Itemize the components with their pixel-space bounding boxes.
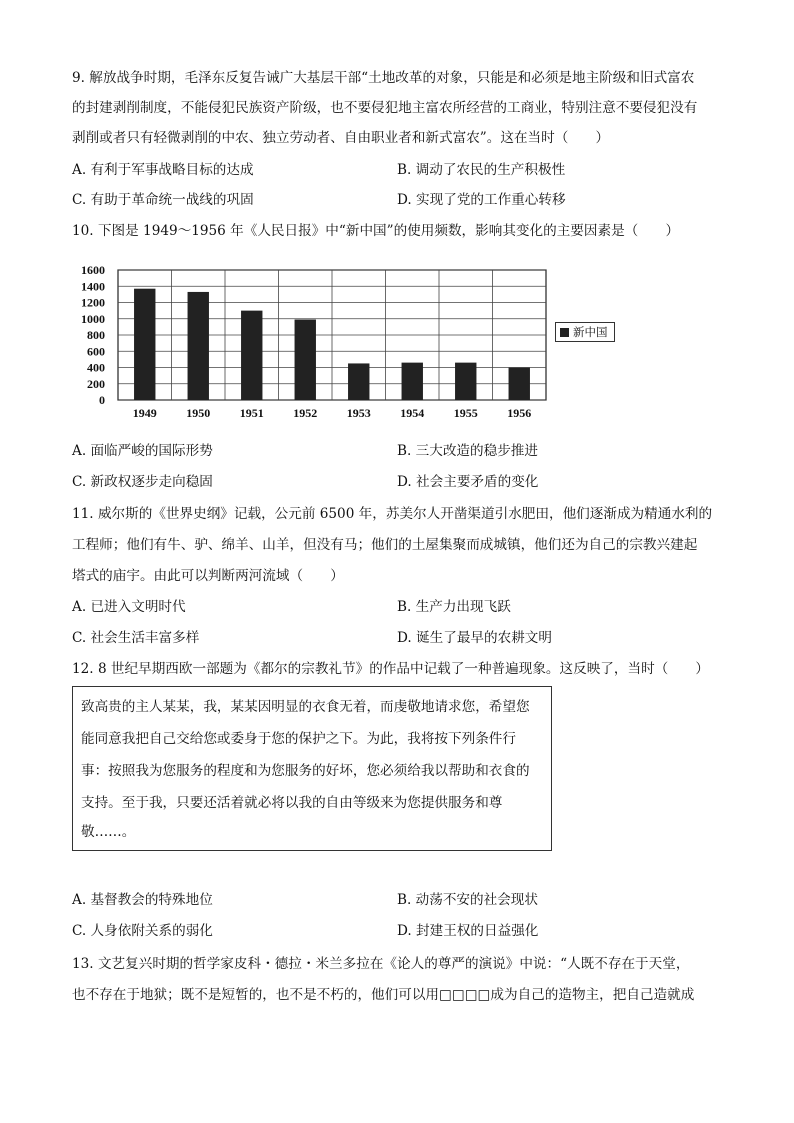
usage-frequency-bar-chart — [74, 262, 624, 422]
q9-stem-line-1: 9. 解放战争时期，毛泽东反复告诫广大基层干部“土地改革的对象，只能是和必须是地主阶级和旧式富农 — [72, 70, 695, 86]
y-tick-label: 400 — [87, 360, 105, 375]
q12-source-quote-box — [72, 686, 552, 851]
legend-swatch — [560, 328, 569, 337]
q9-option-c: C. 有助于革命统一战线的巩固 — [72, 192, 254, 208]
bar-1954 — [402, 363, 423, 400]
bar-1955 — [455, 363, 476, 400]
q10-option-b: B. 三大改造的稳步推进 — [397, 443, 538, 459]
q11-option-b: B. 生产力出现飞跃 — [397, 599, 511, 615]
bar-1951 — [241, 311, 262, 400]
y-tick-label: 0 — [99, 393, 105, 407]
q11-stem-line-1: 11. 威尔斯的《世界史纲》记载，公元前 6500 年，苏美尔人开凿渠道引水肥田，他们逐渐成为精通水利的 — [72, 506, 713, 522]
chart-legend — [555, 322, 615, 342]
legend-label: 新中国 — [573, 325, 608, 339]
q11-option-c: C. 社会生活丰富多样 — [72, 630, 200, 646]
quote-line-4: 支持。至于我，只要还活着就必将以我的自由等级来为您提供服务和尊 — [81, 795, 503, 811]
y-tick-label: 1000 — [81, 311, 105, 326]
q12-option-a: A. 基督教会的特殊地位 — [72, 892, 213, 908]
q9-option-d: D. 实现了党的工作重心转移 — [397, 192, 566, 208]
q10-option-c: C. 新政权逐步走向稳固 — [72, 474, 213, 490]
q9-stem-line-2: 的封建剥削制度，不能侵犯民族资产阶级，也不要侵犯地主富农所经营的工商业，特别注意不要侵犯没有 — [72, 100, 698, 116]
y-tick-label: 200 — [87, 376, 105, 391]
x-tick-label: 1951 — [239, 406, 264, 420]
quote-line-1: 致高贵的主人某某，我，某某因明显的衣食无着，而虔敬地请求您，希望您 — [81, 699, 530, 715]
bar-1949 — [134, 289, 155, 400]
quote-line-5: 敬……。 — [81, 824, 136, 840]
q12-stem: 12. 8 世纪早期西欧一部题为《都尔的宗教礼节》的作品中记载了一种普遍现象。这反映了，当时（ ） — [72, 661, 710, 677]
bar-1956 — [509, 368, 530, 401]
q12-option-c: C. 人身依附关系的弱化 — [72, 923, 213, 939]
x-tick-label: 1956 — [507, 406, 532, 420]
q11-option-a: A. 已进入文明时代 — [72, 599, 186, 615]
q13-stem-line-1: 13. 文艺复兴时期的哲学家皮科・德拉・米兰多拉在《论人的尊严的演说》中说：“人既不存在于天堂， — [72, 956, 690, 972]
y-tick-label: 600 — [87, 344, 105, 359]
q13-stem-line-2: 也不存在于地狱；既不是短暂的，也不是不朽的，他们可以用□□□□成为自己的造物主，把自己造就成 — [72, 987, 695, 1003]
y-tick-label: 1400 — [81, 279, 105, 294]
q9-stem-line-3: 剥削或者只有轻微剥削的中农、独立劳动者、自由职业者和新式富农”。这在当时（ ） — [72, 130, 610, 146]
quote-line-2: 能同意我把自己交给您或委身于您的保护之下。为此，我将按下列条件行 — [81, 731, 516, 747]
q12-option-d: D. 封建王权的日益强化 — [397, 923, 539, 939]
quote-line-3: 事：按照我为您服务的程度和为您服务的好坏，您必须给我以帮助和衣食的 — [81, 763, 530, 779]
x-tick-label: 1954 — [400, 406, 425, 420]
q11-option-d: D. 诞生了最早的农耕文明 — [397, 630, 552, 646]
bar-1950 — [188, 292, 209, 400]
bar-1953 — [348, 363, 369, 400]
q10-option-a: A. 面临严峻的国际形势 — [72, 443, 213, 459]
y-tick-label: 800 — [87, 328, 105, 342]
y-tick-label: 1200 — [81, 295, 105, 310]
q12-option-b: B. 动荡不安的社会现状 — [397, 892, 538, 908]
q11-stem-line-2: 工程师；他们有牛、驴、绵羊、山羊，但没有马；他们的土屋集聚而成城镇，他们还为自己的宗教兴建起 — [72, 537, 698, 553]
x-tick-label: 1953 — [346, 406, 371, 420]
q10-option-d: D. 社会主要矛盾的变化 — [397, 474, 539, 490]
x-tick-label: 1950 — [186, 406, 211, 420]
q9-option-a: A. 有利于军事战略目标的达成 — [72, 162, 254, 178]
q9-option-b: B. 调动了农民的生产积极性 — [397, 162, 566, 178]
y-tick-label: 1600 — [81, 263, 105, 277]
q10-stem: 10. 下图是 1949～1956 年《人民日报》中“新中国”的使用频数，影响其变化的主要因素是（ ） — [72, 223, 680, 239]
bar-1952 — [295, 320, 316, 400]
q11-stem-line-3: 塔式的庙宇。由此可以判断两河流域（ ） — [72, 568, 344, 584]
x-tick-label: 1955 — [453, 406, 478, 420]
x-tick-label: 1952 — [293, 406, 318, 420]
x-tick-label: 1949 — [132, 406, 157, 420]
